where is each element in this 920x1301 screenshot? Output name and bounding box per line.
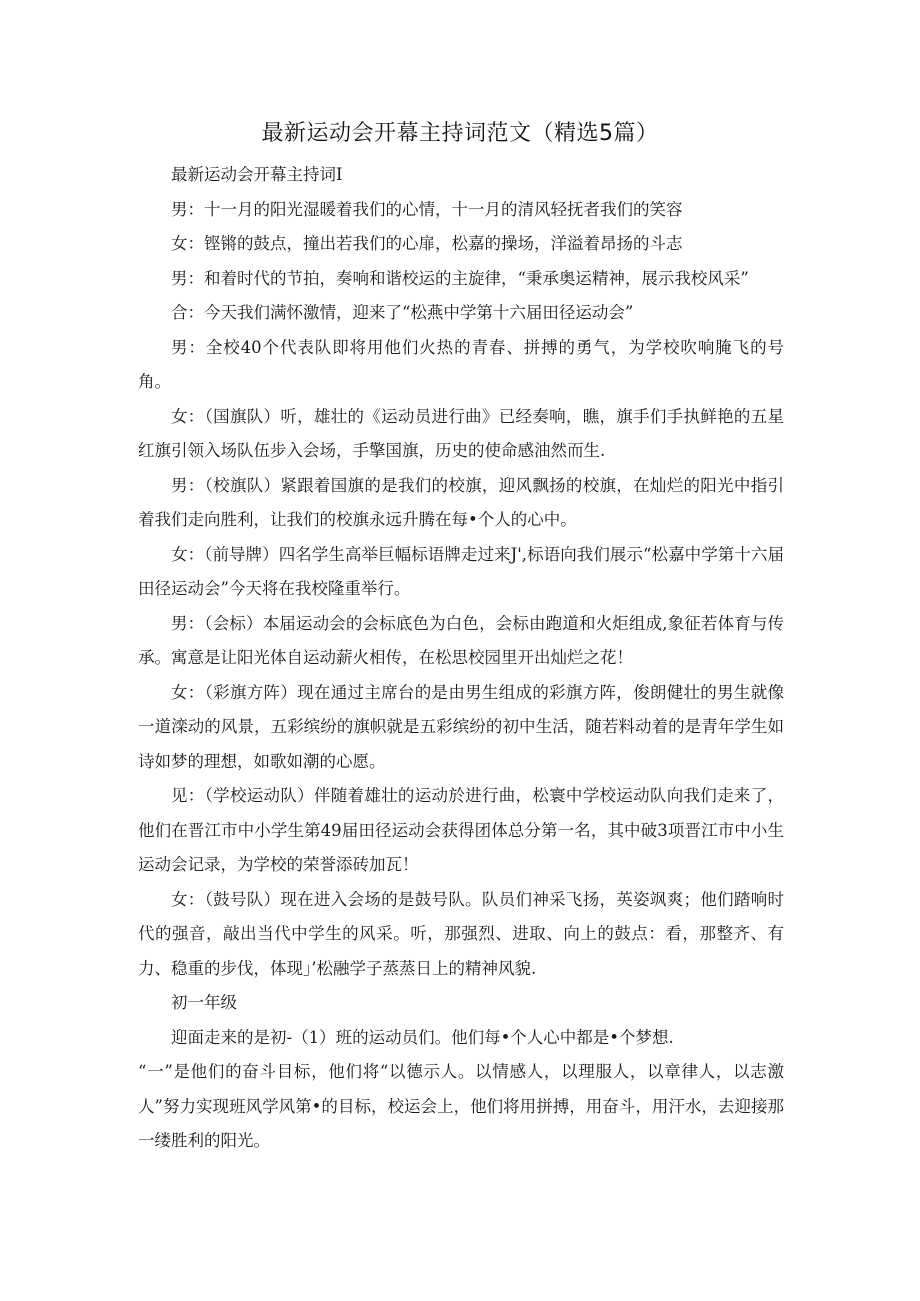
paragraph: 女：（国旗队）听，雄壮的《运动员进行曲》已经奏响，瞧，旗手们手执鲜艳的五星红旗引领入场队伍步入会场，手擎国旗，历史的使命感油然而生.	[138, 406, 784, 460]
paragraph: 女：（彩旗方阵）现在通过主席台的是由男生组成的彩旗方阵，俊朗健壮的男生就像一道滦动的风景，五彩缤纷的旗帜就是五彩缤纷的初中生活，随若料动着的是青年学生如诗如梦的理想，如歌如潮的心愿。	[138, 682, 784, 771]
document-title: 最新运动会开幕主持词范文（精选5篇）	[261, 121, 659, 146]
paragraph: 女：铿锵的鼓点，撞出若我们的心扉，松嘉的操场，洋溢着昂扬的斗志	[171, 234, 683, 253]
section-heading: 初一年级	[171, 993, 237, 1012]
paragraph: 迎面走来的是初-（1）班的运动员们。他们每•个人心中都是•个梦想.	[171, 1027, 674, 1047]
paragraph: 女：（鼓号队）现在进入会场的是鼓号队。队员们神采飞扬，英姿飒爽；他们踏响时代的强音，敲出当代中学生的风采。听，那强烈、进取、向上的鼓点：看，那整齐、有力、稳重的步伐，体现」’松融学子蒸蒸日上的精神风貌.	[138, 889, 784, 978]
paragraph: 男：（校旗队）紧跟着国旗的是我们的校旗，迎风飘扬的校旗，在灿烂的阳光中指引着我们走向胜利，让我们的校旗永远升腾在每•个人的心中。	[138, 475, 784, 529]
paragraph: 男：全校40个代表队即将用他们火热的青春、拼搏的勇气，为学校吹响腌飞的号角。	[138, 337, 784, 391]
paragraph: 女：（前导牌）四名学生高举巨幅标语牌走过来J',标语向我们展示“松嘉中学第十六届田径运动会”今天将在我校隆重举行。	[138, 544, 784, 598]
paragraph: 男：（会标）本届运动会的会标底色为白色，会标由跑道和火炬组成,象征若体育与传承。寓意是让阳光体自运动薪火相传，在松思校园里开出灿烂之花！	[138, 613, 784, 667]
paragraph: 最新运动会开幕主持词I	[171, 165, 343, 184]
paragraph: 男：和着时代的节拍，奏响和谐校运的主旋律，“秉承奥运精神，展示我校风采”	[171, 268, 749, 288]
document-body	[138, 158, 784, 1159]
paragraph: 男：十一月的阳光湿暖着我们的心情，十一月的清风轻抚者我们的笑容	[171, 199, 683, 219]
paragraph: 合：今天我们满怀激情，迎来了“松燕中学第十六届田径运动会”	[171, 303, 634, 322]
paragraph: “一”是他们的奋斗目标，他们将“以德示人。以情感人，以理服人，以章律人，以志激人”努力实现班风学风第•的目标，校运会上，他们将用拼搏，用奋斗，用汗水，去迎接那一缕胜利的阳光。	[138, 1062, 784, 1150]
paragraph: 见：（学校运动队）伴随着雄壮的运动於进行曲，松寰中学校运动队向我们走来了，他们在晋江市中小学生第49届田径运动会获得团体总分第一名，其中破3项晋江市中小生运动会记录，为学校的荣誉添砖加瓦！	[138, 786, 784, 874]
